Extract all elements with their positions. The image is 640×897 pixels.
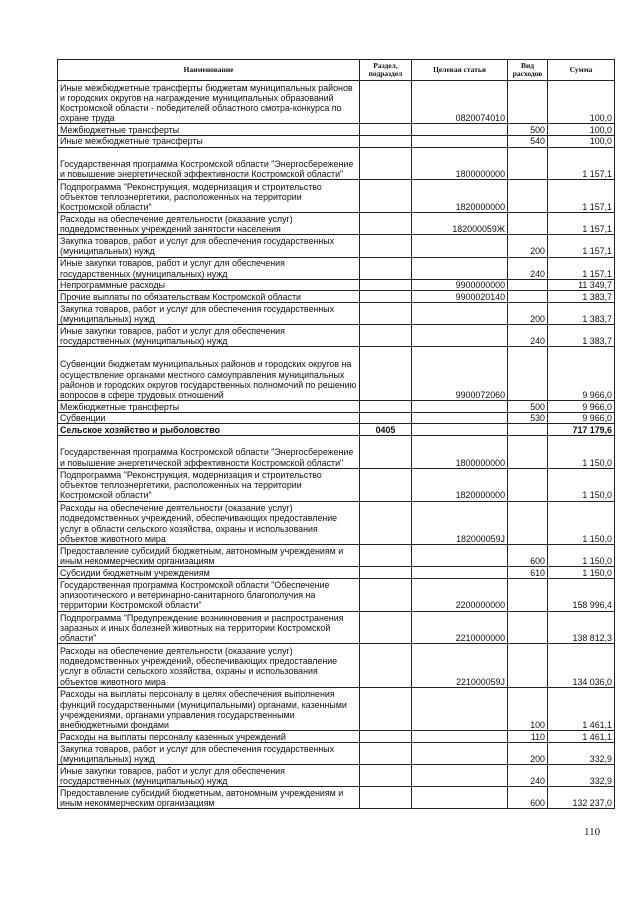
- cell-name: Предоставление субсидий бюджетным, автономным учреждениям и иным некоммерческим организациям: [58, 545, 360, 567]
- cell-name: Иные закупки товаров, работ и услуг для обеспечения государственных (муниципальных) нужд: [58, 325, 360, 347]
- cell-type: 200: [508, 302, 548, 324]
- cell-target: [412, 424, 508, 436]
- cell-sum: 138 812,3: [548, 611, 615, 644]
- cell-sum: 100,0: [548, 135, 615, 147]
- cell-target: [412, 135, 508, 147]
- cell-name: Иные закупки товаров, работ и услуг для обеспечения государственных (муниципальных) нужд: [58, 765, 360, 787]
- cell-target: 182000059J: [412, 501, 508, 544]
- header-sum: Сумма: [548, 60, 615, 81]
- cell-target: 1820000000: [412, 468, 508, 501]
- cell-sum: 332,9: [548, 742, 615, 764]
- cell-section: [360, 180, 412, 213]
- cell-name: Расходы на обеспечение деятельности (оказание услуг) подведомственных учреждений, обеспечивающих предоставление услуг в области сельского хозяйства, охраны и использования объектов животного мира: [58, 644, 360, 687]
- cell-section: [360, 325, 412, 347]
- cell-type: [508, 644, 548, 687]
- cell-target: [412, 731, 508, 743]
- cell-type: [508, 436, 548, 469]
- cell-type: 110: [508, 731, 548, 743]
- cell-type: 600: [508, 545, 548, 567]
- cell-sum: 1 157,1: [548, 257, 615, 279]
- cell-name: Подпрограмма "Реконструкция, модернизация и строительство объектов теплоэнергетики, расположенных на территории Костромской области": [58, 180, 360, 213]
- cell-target: 9900020140: [412, 291, 508, 303]
- table-row: [58, 412, 615, 424]
- cell-section: [360, 742, 412, 764]
- cell-type: 200: [508, 742, 548, 764]
- cell-target: 182000059Ж: [412, 213, 508, 235]
- header-target: Целевая статья: [412, 60, 508, 81]
- table-row: [58, 501, 615, 544]
- cell-name: Закупка товаров, работ и услуг для обеспечения государственных (муниципальных) нужд: [58, 302, 360, 324]
- page-number: 110: [584, 826, 601, 838]
- cell-target: 1800000000: [412, 147, 508, 180]
- cell-section: [360, 147, 412, 180]
- cell-type: [508, 347, 548, 401]
- cell-type: [508, 147, 548, 180]
- cell-section: [360, 787, 412, 809]
- cell-sum: 1 157,1: [548, 147, 615, 180]
- cell-type: 240: [508, 325, 548, 347]
- cell-name: Государственная программа Костромской области "Обеспечение эпизоотического и ветеринарно-санитарного благополучия на территории Костромской области": [58, 578, 360, 611]
- cell-sum: 132 237,0: [548, 787, 615, 809]
- cell-sum: 9 966,0: [548, 401, 615, 413]
- cell-type: [508, 424, 548, 436]
- cell-name: Расходы на выплаты персоналу в целях обеспечения выполнения функций государственными (муниципальными) органами, казенными учреждениями, органами управления государственными внебюджетными фондами: [58, 687, 360, 730]
- cell-section: [360, 302, 412, 324]
- table-row: [58, 325, 615, 347]
- cell-name: Иные межбюджетные трансферты: [58, 135, 360, 147]
- cell-type: 500: [508, 124, 548, 136]
- table-row: [58, 765, 615, 787]
- table-row: [58, 567, 615, 579]
- table-row: [58, 424, 615, 436]
- cell-section: 0405: [360, 424, 412, 436]
- table-body: [58, 81, 615, 809]
- cell-target: [412, 787, 508, 809]
- cell-type: 600: [508, 787, 548, 809]
- cell-sum: 1 383,7: [548, 291, 615, 303]
- table-row: [58, 687, 615, 730]
- cell-type: [508, 291, 548, 303]
- cell-type: 530: [508, 412, 548, 424]
- table-row: [58, 545, 615, 567]
- cell-target: 9900000000: [412, 279, 508, 291]
- cell-target: [412, 567, 508, 579]
- cell-type: [508, 468, 548, 501]
- cell-type: 610: [508, 567, 548, 579]
- cell-sum: 1 383,7: [548, 302, 615, 324]
- cell-sum: 134 036,0: [548, 644, 615, 687]
- cell-target: 2200000000: [412, 578, 508, 611]
- cell-target: [412, 325, 508, 347]
- cell-sum: 1 157,1: [548, 180, 615, 213]
- cell-name: Субсидии бюджетным учреждениям: [58, 567, 360, 579]
- table-row: [58, 401, 615, 413]
- cell-name: Подпрограмма "Предупреждение возникновения и распространения заразных и иных болезней животных на территории Костромской области": [58, 611, 360, 644]
- cell-target: [412, 235, 508, 257]
- cell-target: [412, 545, 508, 567]
- cell-type: 500: [508, 401, 548, 413]
- cell-sum: 100,0: [548, 124, 615, 136]
- cell-name: Прочие выплаты по обязательствам Костромской области: [58, 291, 360, 303]
- table-row: [58, 578, 615, 611]
- table-row: [58, 279, 615, 291]
- table-row: [58, 731, 615, 743]
- cell-section: [360, 401, 412, 413]
- cell-target: 221000059J: [412, 644, 508, 687]
- cell-name: Межбюджетные трансферты: [58, 401, 360, 413]
- cell-target: 1820000000: [412, 180, 508, 213]
- cell-section: [360, 731, 412, 743]
- cell-target: [412, 687, 508, 730]
- cell-type: [508, 611, 548, 644]
- cell-section: [360, 687, 412, 730]
- table-header-row: [58, 60, 615, 81]
- cell-section: [360, 124, 412, 136]
- cell-target: [412, 302, 508, 324]
- table-row: [58, 180, 615, 213]
- table-row: [58, 135, 615, 147]
- table-row: [58, 81, 615, 124]
- table-row: [58, 611, 615, 644]
- cell-section: [360, 412, 412, 424]
- cell-name: Закупка товаров, работ и услуг для обеспечения государственных (муниципальных) нужд: [58, 235, 360, 257]
- cell-name: Сельское хозяйство и рыболовство: [58, 424, 360, 436]
- cell-name: Субвенции бюджетам муниципальных районов и городских округов на осуществление органами местного самоуправления муниципальных районов и городских округов государственных полномочий по решению вопросов в сфере трудовых отношений: [58, 347, 360, 401]
- cell-type: [508, 279, 548, 291]
- budget-sheet: [57, 59, 615, 809]
- header-name: Наименование: [58, 60, 360, 81]
- cell-sum: 1 383,7: [548, 325, 615, 347]
- cell-section: [360, 765, 412, 787]
- cell-sum: 158 996,4: [548, 578, 615, 611]
- cell-type: [508, 578, 548, 611]
- cell-sum: 717 179,6: [548, 424, 615, 436]
- cell-section: [360, 135, 412, 147]
- cell-section: [360, 279, 412, 291]
- cell-name: Непрограммные расходы: [58, 279, 360, 291]
- cell-sum: 100,0: [548, 81, 615, 124]
- table-row: [58, 291, 615, 303]
- cell-sum: 1 461,1: [548, 731, 615, 743]
- cell-section: [360, 611, 412, 644]
- cell-type: 540: [508, 135, 548, 147]
- table-row: [58, 787, 615, 809]
- cell-name: Подпрограмма "Реконструкция, модернизация и строительство объектов теплоэнергетики, расположенных на территории Костромской области": [58, 468, 360, 501]
- cell-section: [360, 257, 412, 279]
- cell-sum: 1 150,0: [548, 468, 615, 501]
- cell-name: Субвенции: [58, 412, 360, 424]
- cell-target: 9900072060: [412, 347, 508, 401]
- cell-sum: 9 966,0: [548, 347, 615, 401]
- cell-target: 2210000000: [412, 611, 508, 644]
- cell-section: [360, 436, 412, 469]
- table-row: [58, 644, 615, 687]
- table-row: [58, 257, 615, 279]
- table-row: [58, 347, 615, 401]
- cell-target: [412, 742, 508, 764]
- cell-sum: 1 150,0: [548, 436, 615, 469]
- cell-section: [360, 644, 412, 687]
- cell-sum: 1 157,1: [548, 235, 615, 257]
- cell-name: Предоставление субсидий бюджетным, автономным учреждениям и иным некоммерческим организациям: [58, 787, 360, 809]
- cell-section: [360, 545, 412, 567]
- cell-name: Государственная программа Костромской области "Энергосбережение и повышение энергетической эффективности Костромской области": [58, 436, 360, 469]
- cell-name: Государственная программа Костромской области "Энергосбережение и повышение энергетической эффективности Костромской области": [58, 147, 360, 180]
- cell-type: [508, 213, 548, 235]
- budget-table: [57, 59, 615, 809]
- cell-name: Расходы на выплаты персоналу казенных учреждений: [58, 731, 360, 743]
- cell-type: 240: [508, 257, 548, 279]
- cell-sum: 1 461,1: [548, 687, 615, 730]
- table-row: [58, 213, 615, 235]
- cell-section: [360, 291, 412, 303]
- cell-target: [412, 765, 508, 787]
- cell-name: Расходы на обеспечение деятельности (оказание услуг) подведомственных учреждений занятости населения: [58, 213, 360, 235]
- cell-sum: 1 150,0: [548, 567, 615, 579]
- table-row: [58, 124, 615, 136]
- cell-type: 100: [508, 687, 548, 730]
- cell-type: 200: [508, 235, 548, 257]
- cell-section: [360, 235, 412, 257]
- header-section: Раздел, подраздел: [360, 60, 412, 81]
- cell-sum: 1 157,1: [548, 213, 615, 235]
- cell-target: [412, 124, 508, 136]
- cell-target: [412, 412, 508, 424]
- cell-section: [360, 578, 412, 611]
- cell-target: 1800000000: [412, 436, 508, 469]
- cell-sum: 11 349,7: [548, 279, 615, 291]
- table-row: [58, 302, 615, 324]
- cell-name: Расходы на обеспечение деятельности (оказание услуг) подведомственных учреждений, обеспечивающих предоставление услуг в области сельского хозяйства, охраны и использования объектов животного мира: [58, 501, 360, 544]
- cell-section: [360, 213, 412, 235]
- cell-type: 240: [508, 765, 548, 787]
- cell-section: [360, 81, 412, 124]
- cell-type: [508, 81, 548, 124]
- cell-sum: 1 150,0: [548, 545, 615, 567]
- cell-target: 0820074010: [412, 81, 508, 124]
- header-type: Вид расходов: [508, 60, 548, 81]
- cell-section: [360, 347, 412, 401]
- cell-sum: 9 966,0: [548, 412, 615, 424]
- cell-name: Закупка товаров, работ и услуг для обеспечения государственных (муниципальных) нужд: [58, 742, 360, 764]
- cell-sum: 1 150,0: [548, 501, 615, 544]
- cell-name: Иные закупки товаров, работ и услуг для обеспечения государственных (муниципальных) нужд: [58, 257, 360, 279]
- cell-name: Иные межбюджетные трансферты бюджетам муниципальных районов и городских округов на награждение муниципальных образований Костромской области - победителей областного смотра-конкурса по охране труда: [58, 81, 360, 124]
- cell-section: [360, 501, 412, 544]
- cell-target: [412, 257, 508, 279]
- cell-type: [508, 180, 548, 213]
- table-row: [58, 436, 615, 469]
- cell-target: [412, 401, 508, 413]
- cell-name: Межбюджетные трансферты: [58, 124, 360, 136]
- cell-section: [360, 468, 412, 501]
- cell-sum: 332,9: [548, 765, 615, 787]
- table-row: [58, 468, 615, 501]
- table-row: [58, 742, 615, 764]
- cell-type: [508, 501, 548, 544]
- cell-section: [360, 567, 412, 579]
- table-row: [58, 147, 615, 180]
- table-row: [58, 235, 615, 257]
